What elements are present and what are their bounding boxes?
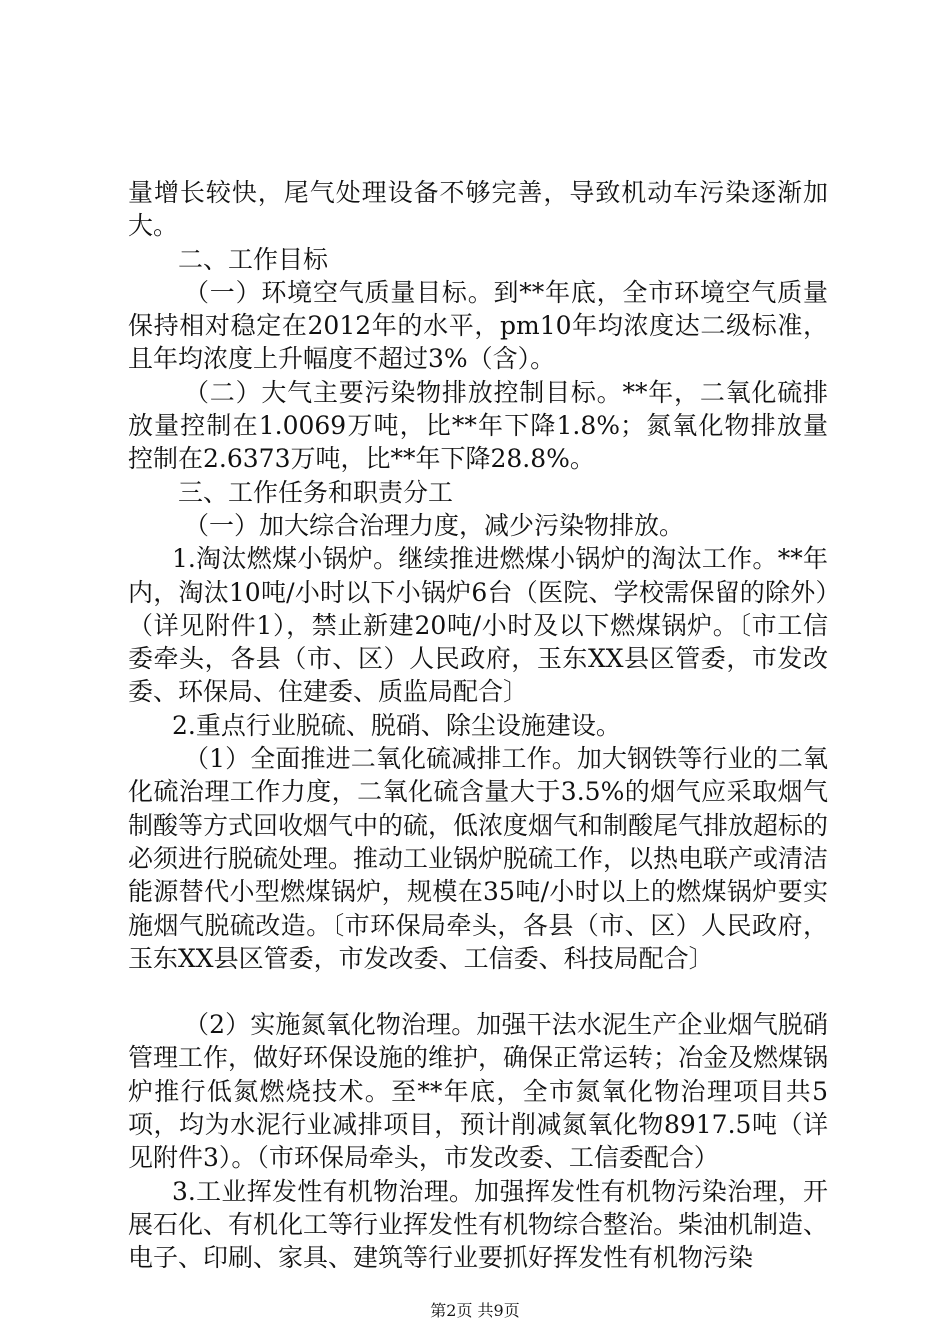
paragraph-nox-treatment: （2）实施氮氧化物治理。加强干法水泥生产企业烟气脱硝管理工作，做好环保设施的维护，确保正常运转；冶金及燃煤锅炉推行低氮燃烧技术。至**年底，全市氮氧化物治理项目共5项，均为水泥行业减排项目，预计削减氮氧化物8917.5吨（详见附件3）。（市环保局牵头，市发改委、工信委配合） [128,1010,829,1173]
paragraph-voc-treatment: 3.工业挥发性有机物治理。加强挥发性有机物污染治理，开展石化、有机化工等行业挥发性有机物综合整治。柴油机制造、电子、印刷、家具、建筑等行业要抓好挥发性有机物污染 [128,1176,829,1273]
document-body [128,176,828,1275]
subsection-heading-governance: （一）加大综合治理力度，减少污染物排放。 [184,510,685,540]
paragraph-emission-goal: （二）大气主要污染物排放控制目标。**年，二氧化硫排放量控制在1.0069万吨，比**年下降1.8%；氮氧化物排放量控制在2.6373万吨，比**年下降28.8%。 [128,377,828,474]
paragraph-gap [128,975,828,1008]
paragraph-so2-reduction: （1）全面推进二氧化硫减排工作。加大钢铁等行业的二氧化硫治理工作力度，二氧化硫含量大于3.5%的烟气应采取烟气制酸等方式回收烟气中的硫，低浓度烟气和制酸尾气排放超标的必须进行脱硫处理。推动工业锅炉脱硫工作，以热电联产或清洁能源替代小型燃煤锅炉，规模在35吨/小时以上的燃煤锅炉要实施烟气脱硫改造。〔市环保局牵头，各县（市、区）人民政府，玉东XX县区管委，市发改委、工信委、科技局配合〕 [128,744,829,973]
paragraph-continuation: 量增长较快，尾气处理设备不够完善，导致机动车污染逐渐加大。 [128,178,828,241]
paragraph-key-industries: 2.重点行业脱硫、脱硝、除尘设施建设。 [172,710,621,740]
section-heading-goals: 二、工作目标 [178,244,329,274]
paragraph-boiler-phaseout: 1.淘汰燃煤小锅炉。继续推进燃煤小锅炉的淘汰工作。**年内，淘汰10吨/小时以下小锅炉6台（医院、学校需保留的除外）（详见附件1），禁止新建20吨/小时及以下燃煤锅炉。〔市工信委牵头，各县（市、区）人民政府，玉东XX县区管委，市发改委、环保局、住建委、质监局配合〕 [128,544,828,707]
paragraph-air-quality-goal: （一）环境空气质量目标。到**年底，全市环境空气质量保持相对稳定在2012年的水平，pm10年均浓度达二级标准，且年均浓度上升幅度不超过3%（含）。 [128,277,828,374]
page-number-footer: 第2页 共9页 [430,1301,520,1320]
section-heading-tasks: 三、工作任务和职责分工 [178,477,454,507]
